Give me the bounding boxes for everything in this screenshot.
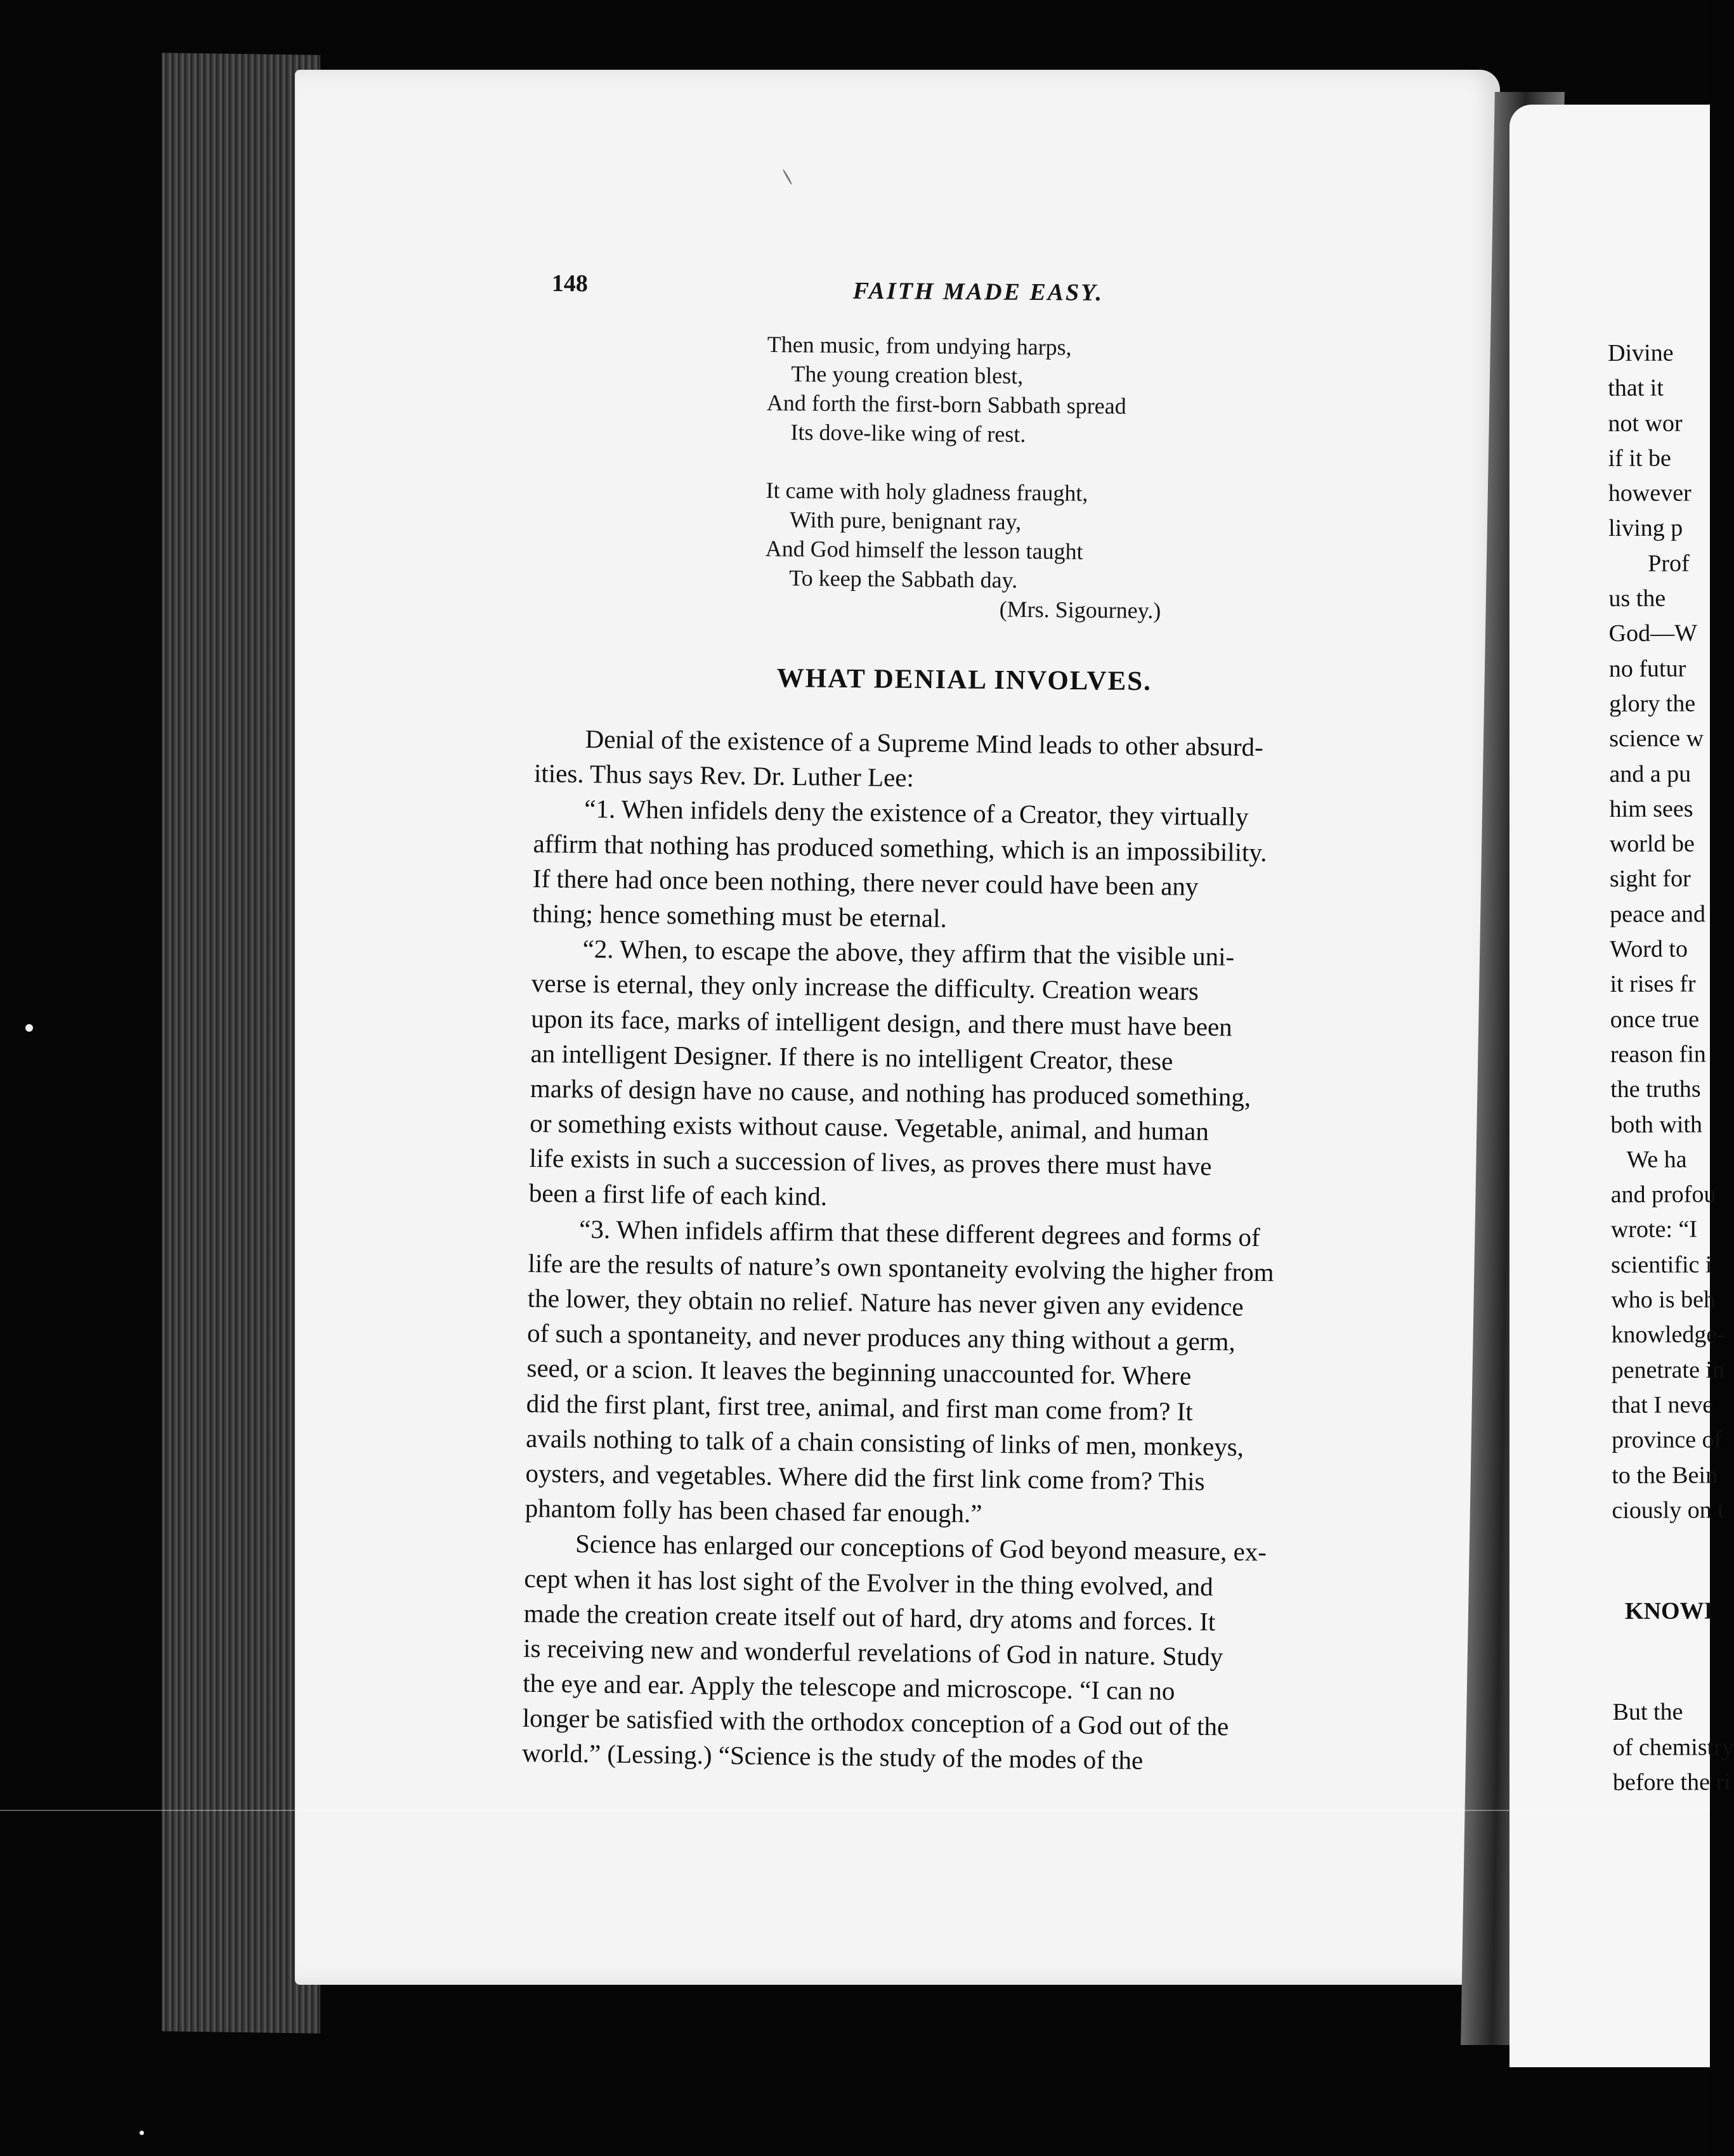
scan-speck [140,2131,144,2135]
poem-block [765,330,1262,626]
poem-line: With pure, benignant ray, [789,507,1022,535]
body-line: world.” (Lessing.) “Science is the study of the modes of the [521,1738,1144,1776]
right-page-line: the truths [1610,1075,1701,1103]
body-line: phantom folly has been chased far enough.” [525,1493,982,1528]
right-page-line: ciously on t [1612,1497,1724,1524]
body-line: of such a spontaneity, and never produces any thing without a germ, [526,1318,1235,1356]
right-page-line: scientific i [1611,1251,1712,1278]
poem-line: Its dove-like wing of rest. [790,419,1026,447]
right-page-line: penetrate in [1611,1356,1725,1384]
body-line: marks of design have no cause, and nothing has produced something, [530,1073,1251,1112]
right-page-line: however [1608,479,1692,507]
scan-artifact-line [0,1810,1710,1811]
body-line: the eye and ear. Apply the telescope and microscope. “I can no [523,1668,1175,1706]
body-line: oysters, and vegetables. Where did the first link come from? This [525,1458,1205,1496]
body-line: life are the results of nature’s own spontaneity evolving the higher from [528,1248,1274,1287]
poem-attribution: (Mrs. Sigourney.) [999,596,1161,623]
right-page-line: that it [1608,374,1664,402]
right-page-bottom-line: before the ri [1612,1769,1731,1796]
right-page-line: peace and [1610,900,1706,928]
body-line: affirm that nothing has produced something, which is an impossibility. [533,828,1267,867]
body-line: is receiving new and wonderful revelations of God in nature. Study [523,1633,1223,1672]
right-page-line: us the [1608,585,1666,613]
right-page-line: once true [1610,1006,1700,1033]
body-line: upon its face, marks of intelligent design, and there must have been [530,1003,1233,1041]
body-line: “2. When, to escape the above, they affirm that the visible uni- [582,934,1235,971]
body-line: verse is eternal, they only increase the difficulty. Creation wears [531,968,1199,1006]
body-line: If there had once been nothing, there never could have been any [532,863,1199,901]
right-page-line: that I neve [1611,1391,1714,1419]
body-line: seed, or a scion. It leaves the beginning unaccounted for. Where [526,1353,1192,1391]
right-page-line: it rises fr [1610,970,1696,998]
right-page-line: Word to [1610,935,1688,963]
stanza-gap [766,446,1261,480]
body-line: “3. When infidels affirm that these different degrees and forms of [578,1214,1261,1252]
right-page-line: him sees [1609,795,1693,822]
body-line: “1. When infidels deny the existence of a Creator, they virtually [584,794,1249,832]
body-line: Science has enlarged our conceptions of God beyond measure, ex- [575,1529,1267,1567]
body-line: avails nothing to talk of a chain consisting of links of men, monkeys, [525,1423,1244,1462]
poem-line: It came with holy gladness fraught, [766,477,1088,506]
right-page-bottom-line: But the [1612,1698,1683,1726]
poem-line: The young creation blest, [791,361,1024,389]
poem-line: And God himself the lesson taught [765,535,1083,564]
right-page-line: sight for [1609,866,1691,893]
right-page-heading-fragment: KNOWI [1624,1597,1714,1625]
right-page-line: knowledge- [1611,1321,1725,1349]
right-page-line: and a pu [1609,760,1692,788]
section-heading: WHAT DENIAL INVOLVES. [776,663,1152,697]
right-page-line: to the Bein [1612,1461,1718,1489]
body-line: ities. Thus says Rev. Dr. Luther Lee: [533,758,915,793]
right-page-line: We ha [1626,1146,1687,1173]
right-page-line: no futur [1608,655,1686,682]
page-number: 148 [551,270,588,297]
body-line: life exists in such a succession of lives, as proves there must have [529,1143,1212,1181]
right-page-line: glory the [1608,690,1696,717]
right-page-line: wrote: “I [1610,1216,1698,1244]
right-page-bottom-line: of chemistry [1612,1734,1734,1761]
right-page-gap [1612,1629,1714,1696]
right-page-line: Divine [1608,339,1674,367]
right-page-line: if it be [1608,445,1671,472]
scan-speck [25,1024,33,1032]
right-page-line: both with [1610,1111,1703,1138]
body-line: cept when it has lost sight of the Evolver in the thing evolved, and [524,1563,1213,1601]
right-page-gap [1612,1528,1714,1595]
body-line: thing; hence something must be eternal. [532,898,948,933]
body-line: made the creation create itself out of hard, dry atoms and forces. It [523,1598,1216,1636]
running-head [551,270,1199,319]
right-page-line: Prof [1648,550,1690,577]
body-line: an intelligent Designer. If there is no intelligent Creator, these [530,1038,1173,1076]
right-page-line: living p [1608,515,1683,542]
body-line: or something exists without cause. Vegetable, animal, and human [529,1108,1209,1146]
right-page-text [1608,335,1734,1800]
poem-line: To keep the Sabbath day. [789,565,1018,593]
poem-line: And forth the first-born Sabbath spread [766,389,1126,419]
right-page-line: and profou [1610,1181,1716,1209]
running-title: FAITH MADE EASY. [852,277,1104,306]
right-page-line: who is beh [1611,1286,1716,1314]
body-line: longer be satisfied with the orthodox conception of a God out of the [522,1703,1229,1741]
right-page-line: world be [1609,830,1695,858]
right-page-line: province of [1612,1426,1723,1454]
body-line: been a first life of each kind. [528,1178,828,1212]
body-line: did the first plant, first tree, animal, and first man come from? It [526,1388,1193,1426]
body-text [522,721,1418,1782]
right-page-line: God—W [1608,620,1698,647]
right-page-line: science w [1609,725,1704,753]
poem-line: Then music, from undying harps, [767,331,1072,360]
right-page-line: not wor [1608,410,1683,437]
body-line: Denial of the existence of a Supreme Mind leads to other absurd- [585,724,1263,762]
body-line: the lower, they obtain no relief. Nature has never given any evidence [527,1283,1244,1322]
right-page-line: reason fin [1610,1041,1706,1068]
